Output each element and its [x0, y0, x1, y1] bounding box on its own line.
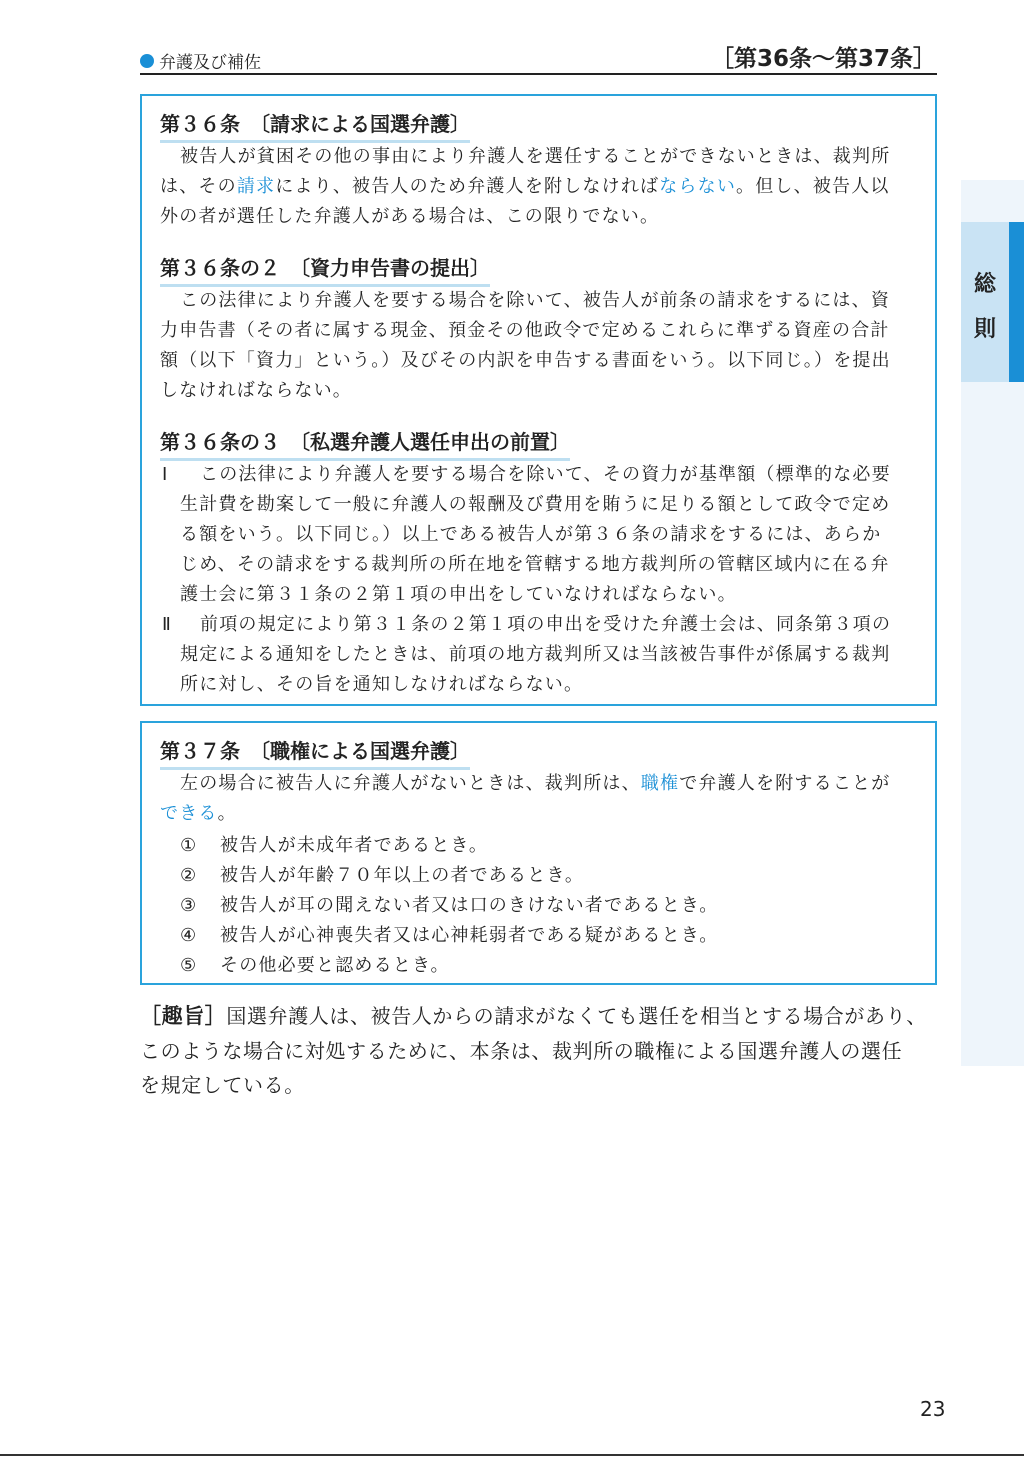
keyword-shokken: 職権 [640, 773, 680, 794]
tenor-line-2: このような場合に対処するために、本条は、裁判所の職権による国選弁護人の選任 [140, 1039, 903, 1063]
tenor-line-3: を規定している。 [140, 1073, 305, 1097]
article-36-line-1: 被告人が貧困その他の事由により弁護人を選任することができないときは、裁判所 [180, 146, 891, 167]
article-37-heading [160, 735, 470, 770]
article-36-2-line-3: 額（以下「資力」という。）及びその内訳を申告する書面をいう。以下同じ。）を提出 [160, 350, 891, 371]
side-tab-char-1: 総 [973, 272, 996, 297]
article-37-title: 〔職権による国選弁護〕 [250, 739, 470, 763]
article-36-3-title: 〔私選弁護人選任申出の前置〕 [290, 430, 570, 454]
article-36-2-line-4: しなければならない。 [160, 380, 352, 401]
article-36-line-3: 外の者が選任した弁護人がある場合は、この限りでない。 [160, 206, 660, 227]
article-36-2-line-1: この法律により弁護人を要する場合を除いて、被告人が前条の請求をするには、資 [180, 290, 891, 311]
item-1-mark: ① [180, 835, 198, 856]
article-range-label: ［第36条〜第37条］ [710, 46, 936, 72]
item-3-text: 被告人が耳の聞えない者又は口のきけない者であるとき。 [220, 895, 719, 916]
article-36-3-p1-line-1: この法律により弁護人を要する場合を除いて、その資力が基準額（標準的な必要 [200, 464, 891, 485]
paragraph-1-mark: Ⅰ [162, 464, 169, 485]
keyword-naranai: ならない [659, 176, 737, 197]
item-2-text: 被告人が年齢７０年以上の者であるとき。 [220, 865, 585, 886]
article-36-3-p1-line-4: じめ、その請求をする裁判所の所在地を管轄する地方裁判所の管轄区域内に在る弁 [180, 554, 890, 575]
article-37-line-2: できる。 [160, 803, 237, 824]
article-37-number: 第３７条 [160, 739, 240, 763]
article-36-heading [160, 108, 470, 143]
tenor-line-1: ［趣旨］国選弁護人は、被告人からの請求がなくても選任を相当とする場合があり、 [140, 1004, 927, 1028]
tenor-label: ［趣旨］ [140, 1004, 227, 1028]
statute-box-37 [140, 721, 937, 985]
item-1-text: 被告人が未成年者であるとき。 [220, 835, 489, 856]
article-36-line-2: は、その請求により、被告人のため弁護人を附しなければならない。但し、被告人以 [160, 176, 890, 197]
running-section-label [140, 48, 261, 73]
article-36-3-p2-line-2: 規定による通知をしたときは、前項の地方裁判所又は当該被告事件が係属する裁判 [180, 644, 891, 665]
article-36-2-line-2: 力申告書（その者に属する現金、預金その他政令で定めるこれらに準ずる資産の合計 [160, 320, 890, 341]
keyword-dekiru: できる [160, 803, 218, 824]
paragraph-2-mark: Ⅱ [162, 614, 173, 635]
article-36-3-p1-line-3: る額をいう。以下同じ。）以上である被告人が第３６条の請求をするには、あらか [180, 524, 882, 545]
section-label-text: 弁護及び補佐 [159, 53, 261, 73]
item-2-mark: ② [180, 865, 198, 886]
bottom-rule [0, 1454, 1024, 1456]
header-rule [140, 73, 937, 75]
item-5-mark: ⑤ [180, 955, 198, 976]
article-36-number: 第３６条 [160, 112, 240, 136]
article-37-line-1: 左の場合に被告人に弁護人がないときは、裁判所は、職権で弁護人を附することが [180, 773, 891, 794]
chapter-side-tab[interactable] [961, 222, 1024, 382]
article-36-title: 〔請求による国選弁護〕 [250, 112, 470, 136]
article-36-3-p1-line-2: 生計費を勘案して一般に弁護人の報酬及び費用を賄うに足りる額として政令で定め [180, 494, 891, 515]
article-36-3-heading [160, 426, 570, 461]
article-36-3-p2-line-1: 前項の規定により第３１条の２第１項の申出を受けた弁護士会は、同条第３項の [200, 614, 892, 635]
side-tab-char-2: 則 [973, 317, 996, 342]
article-36-2-title: 〔資力申告書の提出〕 [290, 256, 490, 280]
item-4-mark: ④ [180, 925, 198, 946]
bullet-dot-icon [140, 54, 154, 68]
item-5-text: その他必要と認めるとき。 [220, 955, 450, 976]
keyword-seikyu: 請求 [236, 176, 276, 197]
statute-box-36 [140, 94, 937, 706]
article-36-2-number: 第３６条の２ [160, 256, 280, 280]
item-4-text: 被告人が心神喪失者又は心神耗弱者である疑があるとき。 [220, 925, 719, 946]
article-36-3-p1-line-5: 護士会に第３１条の２第１項の申出をしていなければならない。 [180, 584, 737, 605]
article-36-3-number: 第３６条の３ [160, 430, 280, 454]
article-36-2-heading [160, 252, 490, 287]
article-36-3-p2-line-3: 所に対し、その旨を通知しなければならない。 [180, 674, 584, 695]
page-number: 23 [920, 1397, 946, 1421]
item-3-mark: ③ [180, 895, 198, 916]
